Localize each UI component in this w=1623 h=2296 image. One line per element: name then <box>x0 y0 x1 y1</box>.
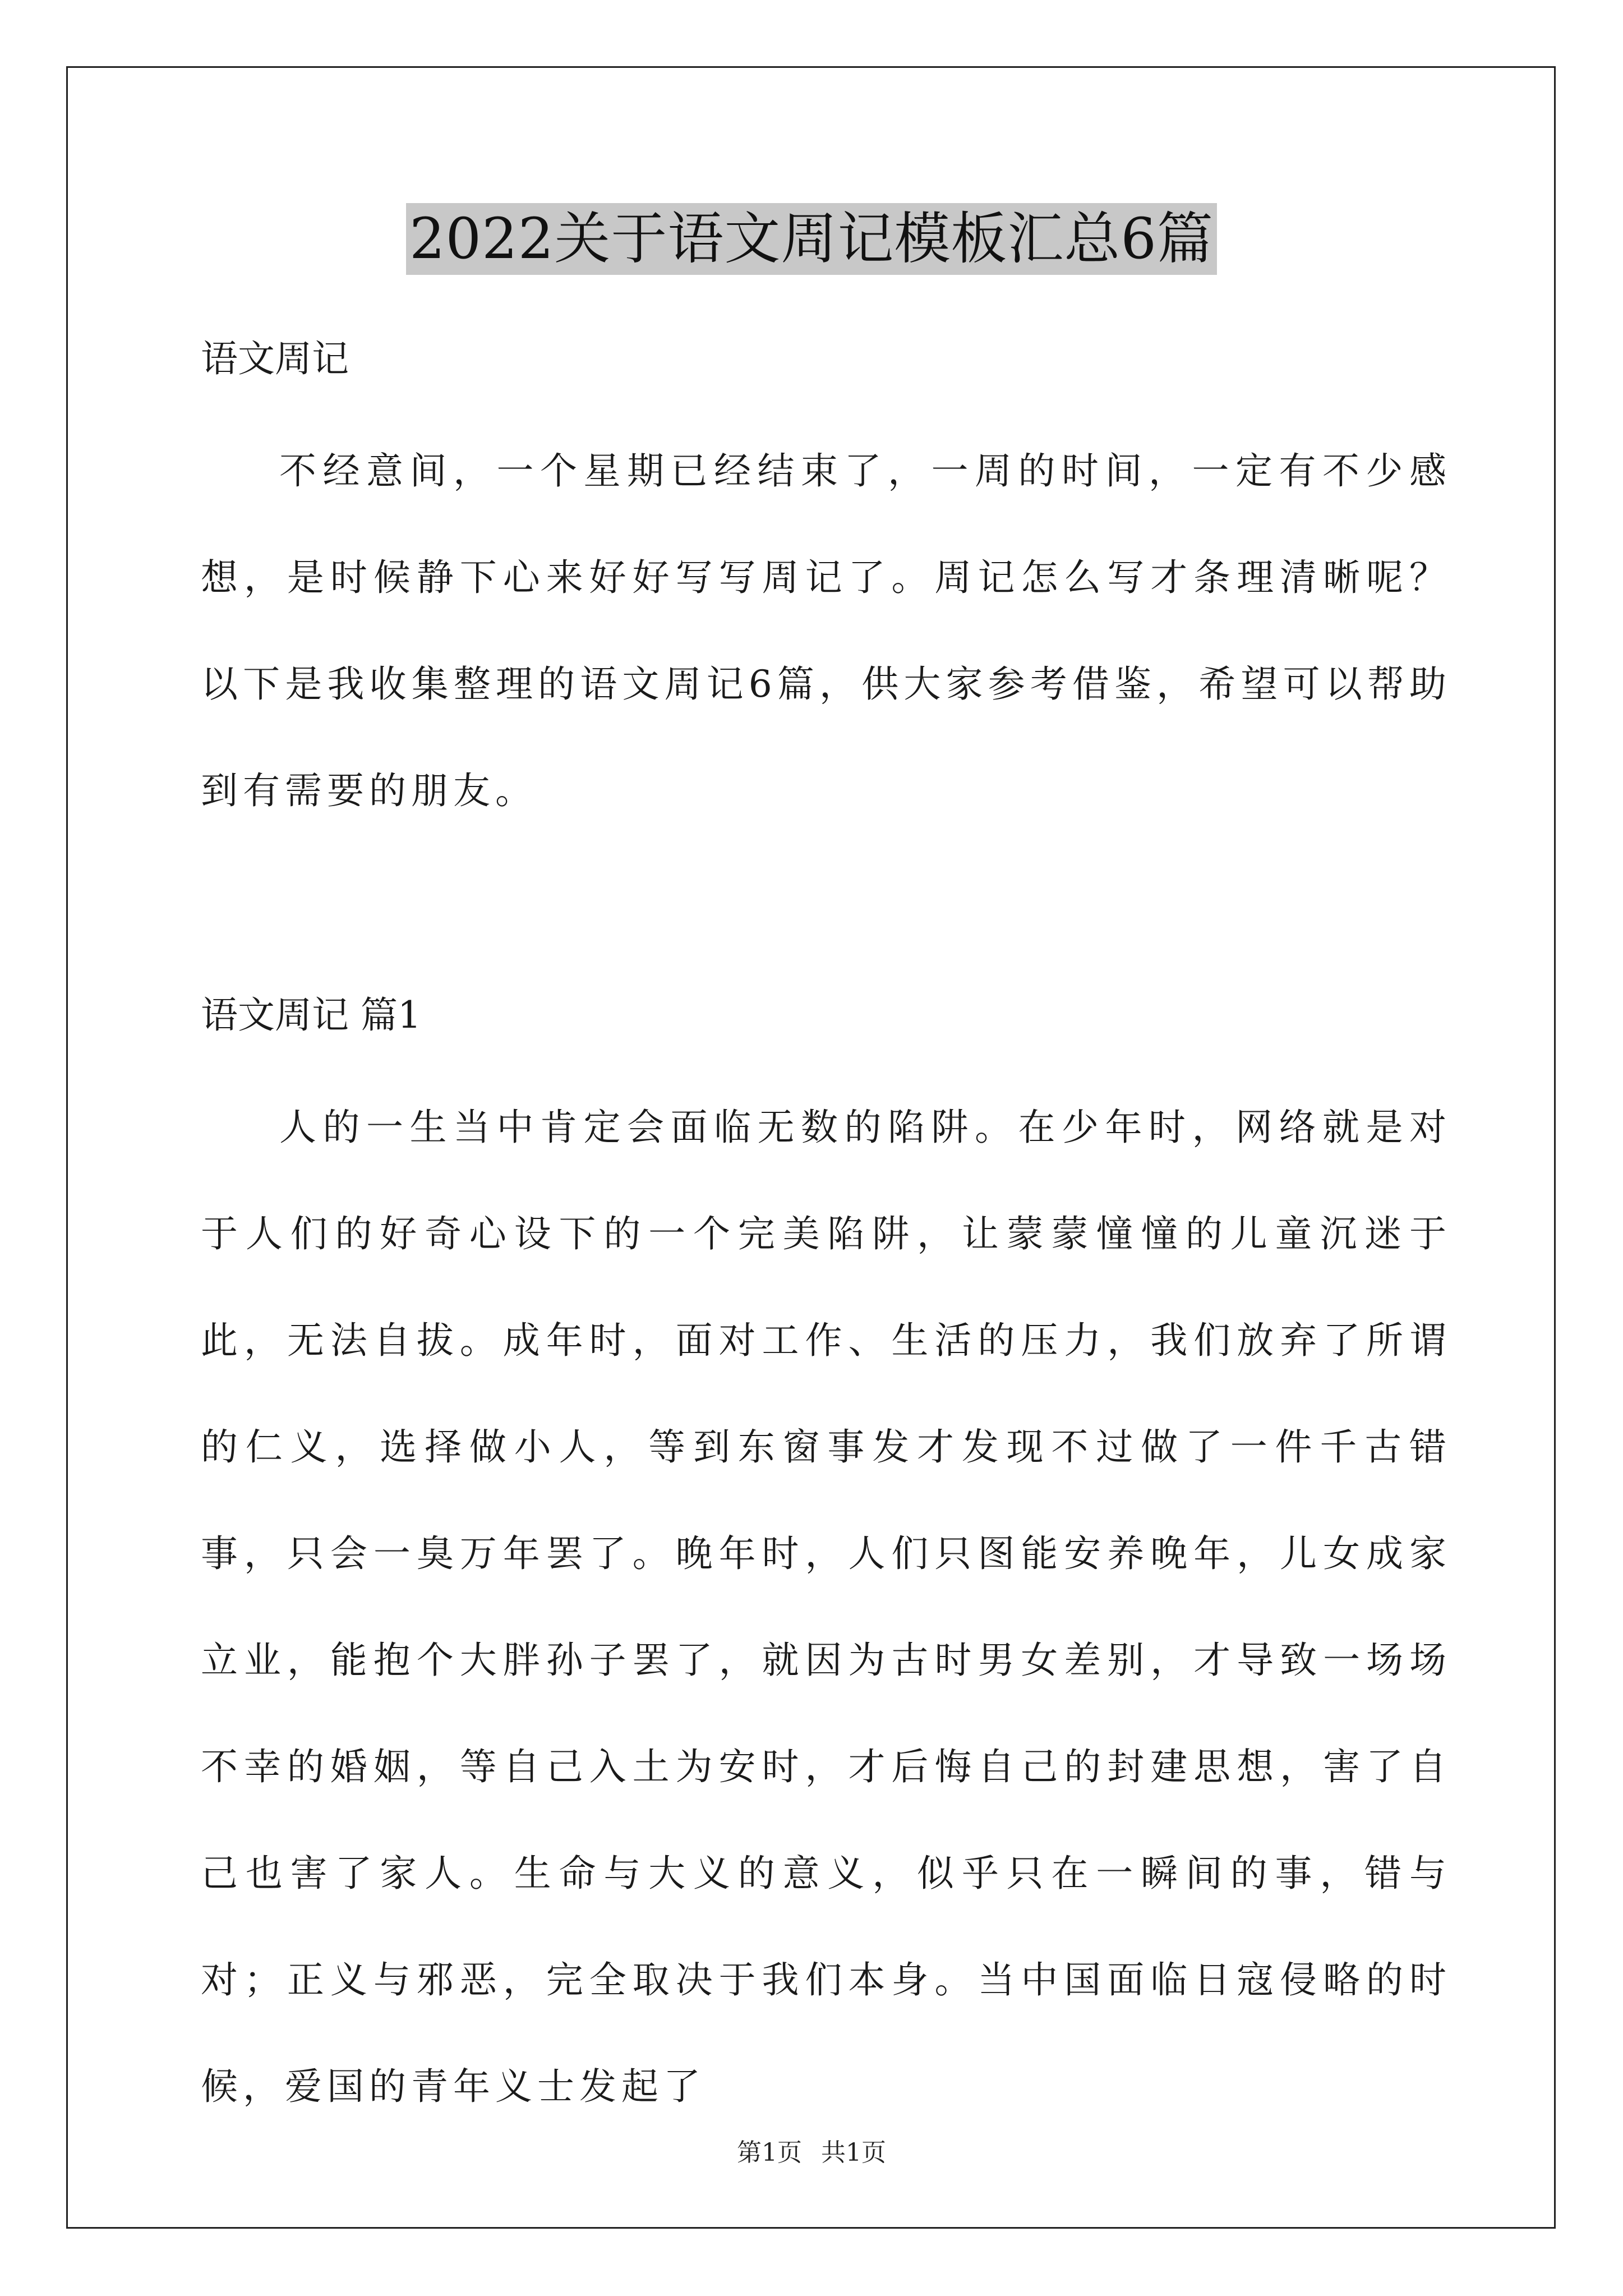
page-footer <box>0 2136 1623 2170</box>
page-number-current: 第1页 <box>737 2138 802 2167</box>
document-title: 2022关于语文周记模板汇总6篇 <box>406 203 1217 275</box>
intro-paragraph: 不经意间，一个星期已经结束了，一周的时间，一定有不少感想，是时候静下心来好好写写周记了。周记怎么写才条理清晰呢？以下是我收集整理的语文周记6篇，供大家参考借鉴，希望可以帮助到有需要的朋友。 <box>201 449 1451 812</box>
title-container <box>0 203 1623 275</box>
section1-heading: 语文周记 篇1 <box>201 993 421 1037</box>
page-number-total: 共1页 <box>821 2138 886 2167</box>
section1-paragraph: 人的一生当中肯定会面临无数的陷阱。在少年时，网络就是对于人们的好奇心设下的一个完美陷阱，让蒙蒙憧憧的儿童沉迷于此，无法自拔。成年时，面对工作、生活的压力，我们放弃了所谓的仁义，选择做小人，等到东窗事发才发现不过做了一件千古错事，只会一臭万年罢了。晚年时，人们只图能安养晚年，儿女成家立业，能抱个大胖孙子罢了，就因为古时男女差别，才导致一场场不幸的婚姻，等自己入土为安时，才后悔自己的封建思想，害了自己也害了家人。生命与大义的意义，似乎只在一瞬间的事，错与对；正义与邪恶，完全取决于我们本身。当中国面临日寇侵略的时候，爱国的青年义士发起了 <box>201 1106 1451 2108</box>
intro-heading: 语文周记 <box>201 337 349 380</box>
